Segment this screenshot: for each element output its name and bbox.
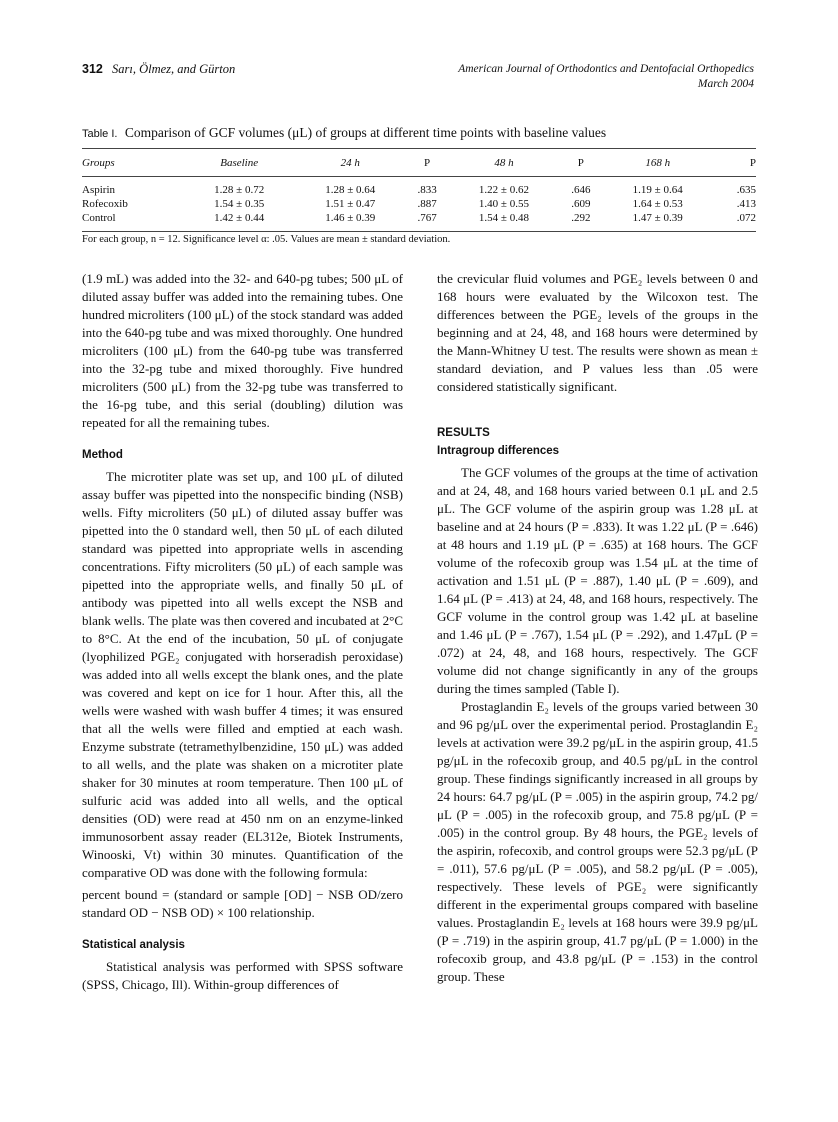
left-column bbox=[82, 270, 403, 994]
running-header-left bbox=[82, 62, 235, 77]
paragraph: the crevicular fluid volumes and PGE₂ levels between 0 and 168 hours were evaluated by the Wilcoxon test. The differences between the PGE₂ levels of the groups in the beginning and at 24, 48, and 168 hours were determined by the Mann-Whitney U test. The results were shown as mean ± standard deviation, and P values less than .05 were considered statistically significant. bbox=[437, 271, 758, 394]
column-header: P bbox=[577, 156, 584, 169]
column-header: P bbox=[424, 156, 431, 169]
column-header: Groups bbox=[82, 156, 115, 169]
table-body bbox=[82, 177, 756, 232]
table-cell: Aspirin bbox=[82, 183, 115, 196]
table-caption bbox=[82, 125, 606, 141]
formula-paragraph: percent bound = (standard or sample [OD] − NSB OD/zero standard OD − NSB OD) × 100 relationship. bbox=[82, 887, 403, 920]
table-cell: 1.64 ± 0.53 bbox=[632, 197, 683, 210]
table-cell: .646 bbox=[571, 183, 591, 196]
table-footnote: For each group, n = 12. Significance level α: .05. Values are mean ± standard deviation. bbox=[82, 234, 451, 245]
page-number: 312 bbox=[82, 62, 103, 76]
table-cell: 1.22 ± 0.62 bbox=[478, 183, 529, 196]
paragraph: The GCF volumes of the groups at the time of activation and at 24, 48, and 168 hours varied between 0.1 μL and 2.5 μL. The GCF volume of the aspirin group was 1.28 μL at baseline and at 24 hours (P = .833). It was 1.22 μL (P = .646) at 48 hours and 1.19 μL (P = .635) at 168 hours. The GCF volume of the rofecoxib group was 1.54 μL at the time of activation and 1.51 μL (P = .887), 1.40 μL (P = .609), and 1.64 μL (P = .413) at 24, 48, and 168 hours, respectively. The GCF volume in the control group was 1.42 μL at baseline and 1.46 μL (P = .767), 1.54 μL (P = .292), and 1.47μL (P = .072) at 24, 48, and 168 hours, respectively. The GCF volume did not change significantly in any of the groups during the times sampled (Table I). bbox=[437, 465, 758, 696]
table-cell: .887 bbox=[417, 197, 437, 210]
table-cell: 1.54 ± 0.48 bbox=[478, 211, 529, 224]
paragraph: Prostaglandin E₂ levels of the groups varied between 30 and 96 pg/μL over the experimental period. Prostaglandin E₂ levels at activation were 39.2 pg/μL in the aspirin group, 41.5 pg/μL in the rofecoxib group, and 40.5 pg/μL in the control group. These findings significantly increased in all groups by 24 hours: 64.7 pg/μL (P = .005) in the aspirin group, 74.2 pg/μL (P = .005) in the rofecoxib group, and 75.8 pg/μL (P = .005) in the control group. By 48 hours, the PGE₂ levels of the aspirin, rofecoxib, and control groups were 52.3 pg/μL (P = .011), 57.6 pg/μL (P = .005), and 58.2 pg/μL (P = .005), respectively. These levels of PGE₂ were significantly different in the experimental groups compared with baseline values. Prostaglandin E₂ levels at 168 hours were 39.9 pg/μL (P = .719) in the aspirin group, 41.7 pg/μL (P = 1.000) in the rofecoxib group, and 43.8 pg/μL (P = .153) in the control group. These bbox=[437, 699, 758, 984]
paragraph: The microtiter plate was set up, and 100 μL of diluted assay buffer was pipetted into the nonspecific binding (NSB) wells. Fifty microliters (50 μL) of diluted assay buffer was pipetted into the 0 standard well, then 50 μL of each diluted standard was pipetted into appropriate wells in ascending concentrations. Fifty microliters (50 μL) of each sample was pipetted into the appropriate wells, and finally 50 μL of antibody was pipetted into all wells except the NSB and blank wells. The plate was then covered and incubated at 2°C to 8°C. At the end of the incubation, 50 μL of conjugate (lyophilized PGE₂ conjugated with horseradish peroxidase) was added into all wells except the blank ones, and the plate was covered and kept on ice for 1 hour. After this, all the wells were washed with wash buffer 4 times; it was ensured that all the wells were filled and emptied at each wash. Enzyme substrate (tetramethylbenzidine, 150 μL) was added to all wells, and the plate was shaken on a microtiter plate shaker for 30 minutes at room temperature. Then 100 μL of sulfuric acid was added into all wells, and the optical densities (OD) were read at 450 nm on an enzyme-linked immunosorbent assay reader (EL312e, Biotek Instruments, Winooski, Vt) within 30 minutes. Quantification of the comparative OD was done with the following formula: bbox=[82, 469, 403, 880]
authors: Sarı, Ölmez, and Gürton bbox=[111, 62, 236, 76]
subsection-heading-intragroup: Intragroup differences bbox=[437, 445, 560, 457]
table-cell: 1.54 ± 0.35 bbox=[214, 197, 265, 210]
table-cell: .413 bbox=[736, 197, 756, 210]
table-row bbox=[82, 211, 756, 232]
table-row bbox=[82, 177, 756, 198]
table-cell: 1.28 ± 0.64 bbox=[325, 183, 376, 196]
running-header-right bbox=[458, 62, 754, 92]
column-header: Baseline bbox=[220, 156, 259, 169]
paragraph: Statistical analysis was performed with SPSS software (SPSS, Chicago, Ill). Within-group differences of bbox=[82, 959, 403, 992]
table-cell: 1.40 ± 0.55 bbox=[478, 197, 529, 210]
table-cell: Control bbox=[82, 211, 116, 224]
column-header: P bbox=[749, 156, 756, 169]
paragraph: (1.9 mL) was added into the 32- and 640-pg tubes; 500 μL of diluted assay buffer was added into the remaining tubes. One hundred microliters (100 μL) of the stock standard was added into the 640-pg tube and was mixed thoroughly. One hundred microliters (100 μL) from the 640-pg tube was transferred into the 32-pg tube and mixed thoroughly. Five hundred microliters (500 μL) from the 32-pg tube was transferred to the 16-pg tube, and this serial (doubling) dilution was repeated for all the remaining tubes. bbox=[82, 271, 403, 430]
gcf-volume-table bbox=[82, 148, 756, 232]
table-cell: 1.19 ± 0.64 bbox=[632, 183, 683, 196]
column-header: 48 h bbox=[494, 156, 514, 169]
table-label: Table I. bbox=[82, 128, 118, 140]
column-header: 24 h bbox=[340, 156, 360, 169]
table-cell: 1.28 ± 0.72 bbox=[214, 183, 265, 196]
section-heading-results: RESULTS bbox=[437, 427, 490, 439]
table-cell: 1.51 ± 0.47 bbox=[325, 197, 376, 210]
table-cell: .072 bbox=[736, 211, 756, 224]
table-cell: .292 bbox=[571, 211, 591, 224]
table-cell: 1.42 ± 0.44 bbox=[214, 211, 265, 224]
table-cell: .609 bbox=[571, 197, 591, 210]
table-header-row bbox=[82, 149, 756, 177]
section-heading-statistical-analysis: Statistical analysis bbox=[82, 939, 185, 951]
right-column bbox=[437, 270, 758, 986]
column-header: 168 h bbox=[645, 156, 671, 169]
issue-date: March 2004 bbox=[697, 78, 754, 90]
table-title: Comparison of GCF volumes (μL) of groups at different time points with baseline values bbox=[124, 125, 607, 140]
table-cell: .635 bbox=[736, 183, 756, 196]
table-cell: .767 bbox=[417, 211, 437, 224]
table-row bbox=[82, 197, 756, 211]
table-cell: .833 bbox=[417, 183, 437, 196]
section-heading-method: Method bbox=[82, 449, 123, 461]
journal-title: American Journal of Orthodontics and Dentofacial Orthopedics bbox=[458, 63, 754, 75]
table-cell: Rofecoxib bbox=[82, 197, 128, 210]
table-cell: 1.46 ± 0.39 bbox=[325, 211, 376, 224]
table-cell: 1.47 ± 0.39 bbox=[632, 211, 683, 224]
